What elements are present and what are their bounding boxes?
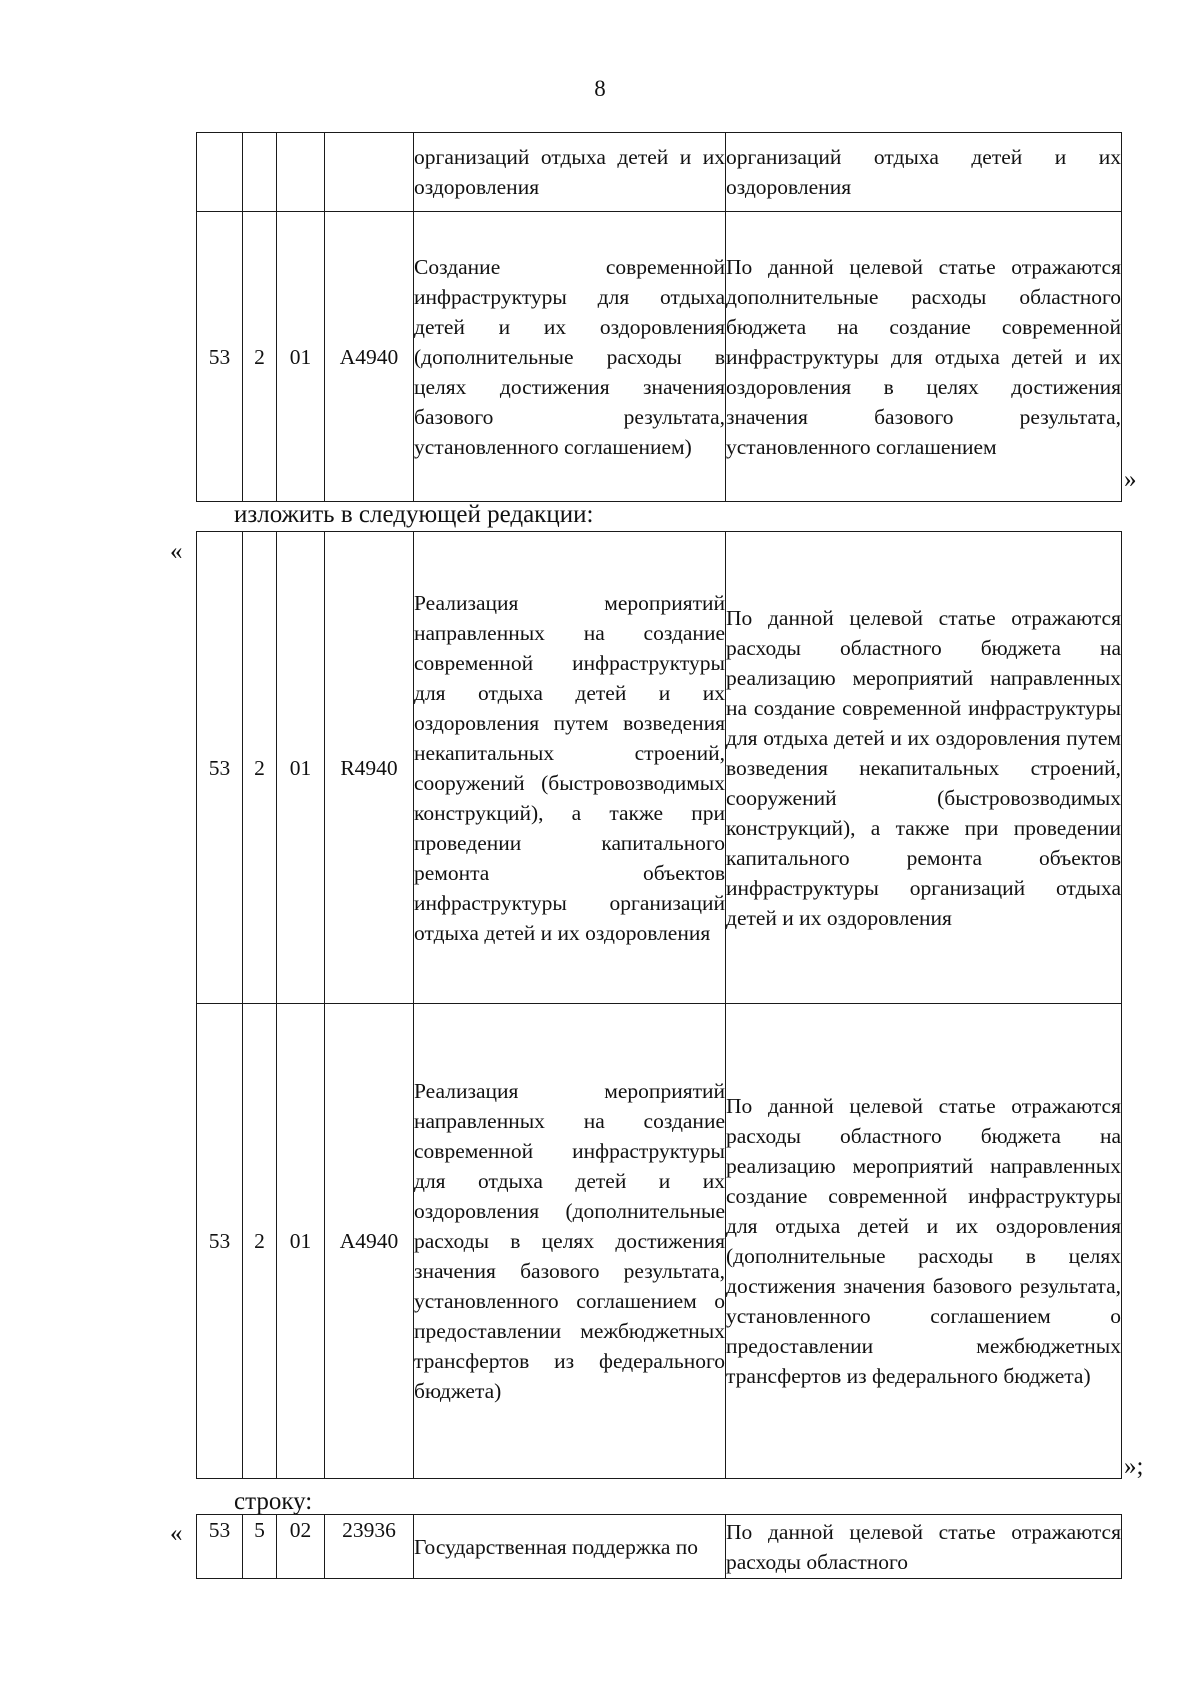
closing-quote: »	[1124, 466, 1137, 493]
table-row	[197, 212, 1122, 502]
cell-article-description: По данной целевой статье отражаются расходы областного бюджета на реализацию мероприятий направленных на создание современной инфраструктуры для отдыха детей и их оздоровления путем возведения некапитальных строений, сооружений (быстровозводимых конструкций), а также при проведении капитального ремонта объектов инфраструктуры организаций отдыха детей и их оздоровления	[726, 532, 1122, 1004]
table-row	[197, 532, 1122, 1004]
table-new-wording	[196, 531, 1122, 1479]
cell-article-name: организаций отдыха детей и их оздоровления	[414, 133, 726, 212]
cell-direction: A4940	[325, 1004, 414, 1479]
cell-direction: R4940	[325, 532, 414, 1004]
cell-subprogram: 2	[243, 532, 277, 1004]
cell-article-name: Реализация мероприятий направленных на создание современной инфраструктуры для отдыха детей и их оздоровления (дополнительные расходы в целях достижения значения базового результата, установленного соглашением о предоставлении межбюджетных трансфертов из федерального бюджета)	[414, 1004, 726, 1479]
cell-event: 01	[277, 212, 325, 502]
table-top	[196, 132, 1122, 502]
cell-event: 01	[277, 532, 325, 1004]
cell-program	[197, 133, 243, 212]
cell-article-description: По данной целевой статье отражаются расходы областного	[726, 1515, 1122, 1579]
cell-program: 53	[197, 1515, 243, 1579]
cell-subprogram: 2	[243, 1004, 277, 1479]
cell-direction: A4940	[325, 212, 414, 502]
cell-event	[277, 133, 325, 212]
cell-subprogram: 2	[243, 212, 277, 502]
cell-program: 53	[197, 1004, 243, 1479]
cell-subprogram	[243, 133, 277, 212]
opening-quote: «	[170, 538, 183, 565]
cell-article-name: Реализация мероприятий направленных на создание современной инфраструктуры для отдыха детей и их оздоровления путем возведения некапитальных строений, сооружений (быстровозводимых конструкций), а также при проведении капитального ремонта объектов инфраструктуры организаций отдыха детей и их оздоровления	[414, 532, 726, 1004]
cell-article-name: Создание современной инфраструктуры для отдыха детей и их оздоровления (дополнительные расходы в целях достижения значения базового результата, установленного соглашением)	[414, 212, 726, 502]
table-row	[197, 1004, 1122, 1479]
cell-event: 02	[277, 1515, 325, 1579]
cell-article-description: организаций отдыха детей и их оздоровления	[726, 133, 1122, 212]
cell-article-name: Государственная поддержка по	[414, 1515, 726, 1579]
instruction-text-row: строку:	[234, 1488, 313, 1515]
cell-subprogram: 5	[243, 1515, 277, 1579]
cell-article-description: По данной целевой статье отражаются дополнительные расходы областного бюджета на создание современной инфраструктуры для отдыха детей и их оздоровления в целях достижения значения базового результата, установленного соглашением	[726, 212, 1122, 502]
cell-program: 53	[197, 532, 243, 1004]
cell-direction	[325, 133, 414, 212]
closing-quote-semicolon: »;	[1124, 1453, 1144, 1480]
opening-quote-row: «	[170, 1520, 183, 1547]
cell-direction: 23936	[325, 1515, 414, 1579]
cell-article-description: По данной целевой статье отражаются расходы областного бюджета на реализацию мероприятий направленных создание современной инфраструктуры для отдыха детей и их оздоровления (дополнительные расходы в целях достижения значения базового результата, установленного соглашением о предоставлении межбюджетных трансфертов из федерального бюджета)	[726, 1004, 1122, 1479]
page-number: 8	[594, 76, 606, 101]
cell-event: 01	[277, 1004, 325, 1479]
table-row-replacement	[196, 1514, 1122, 1579]
cell-program: 53	[197, 212, 243, 502]
table-row	[197, 133, 1122, 212]
table-row	[197, 1515, 1122, 1579]
instruction-text: изложить в следующей редакции:	[234, 501, 594, 528]
